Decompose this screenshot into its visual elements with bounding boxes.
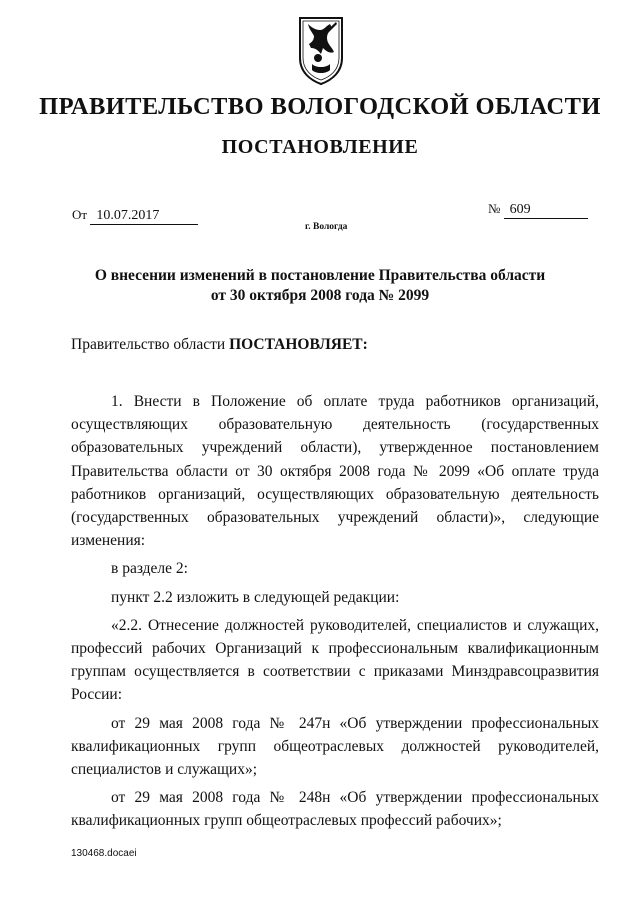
paragraph-6: от 29 мая 2008 года № 248н «Об утверждении профессиональных квалификационных групп общеотраслевых профессий рабочих»; bbox=[71, 789, 599, 830]
document-type: ПОСТАНОВЛЕНИЕ bbox=[221, 136, 419, 158]
number-prefix: № bbox=[488, 201, 501, 216]
date-value: 10.07.2017 bbox=[90, 208, 198, 225]
city-label: г. Вологда bbox=[305, 222, 348, 232]
paragraph-3: пункт 2.2 изложить в следующей редакции: bbox=[111, 588, 400, 606]
file-reference: 130468.docaei bbox=[71, 848, 137, 859]
document-number bbox=[488, 201, 588, 219]
subject-line-1: О внесении изменений в постановление Правительства области bbox=[94, 267, 546, 284]
preamble bbox=[71, 336, 368, 354]
paragraph-1: 1. Внести в Положение об оплате труда работников организаций, осуществляющих образовательную деятельность (государственных образовательных учреждений области), утвержденное постановлением Правительства области от 30 октября 2008 года № 2099 «Об оплате труда работников организаций, осуществляющих образовательную деятельность (государственных образовательных учреждений области)», следующие изменения: bbox=[71, 393, 599, 550]
preamble-text: Правительство области bbox=[71, 336, 230, 353]
coat-of-arms-icon bbox=[296, 14, 346, 86]
paragraph-2: в разделе 2: bbox=[111, 560, 188, 578]
paragraph-5: от 29 мая 2008 года № 247н «Об утверждении профессиональных квалификационных групп общеотраслевых должностей руководителей, специалистов и служащих»; bbox=[71, 714, 599, 779]
government-title: ПРАВИТЕЛЬСТВО ВОЛОГОДСКОЙ ОБЛАСТИ bbox=[39, 93, 601, 120]
document-subject bbox=[0, 266, 640, 306]
date-prefix: От bbox=[72, 207, 88, 222]
number-value: 609 bbox=[504, 202, 588, 219]
document-body bbox=[71, 390, 599, 833]
subject-line-2: от 30 октября 2008 года № 2099 bbox=[210, 287, 430, 304]
document-date bbox=[72, 207, 198, 225]
paragraph-4: «2.2. Отнесение должностей руководителей, специалистов и служащих, профессий рабочих Организаций к профессиональным квалификационным группам осуществляется в соответствии с приказами Минздравсоцразвития России: bbox=[71, 616, 599, 704]
preamble-bold: ПОСТАНОВЛЯЕТ: bbox=[229, 336, 368, 353]
